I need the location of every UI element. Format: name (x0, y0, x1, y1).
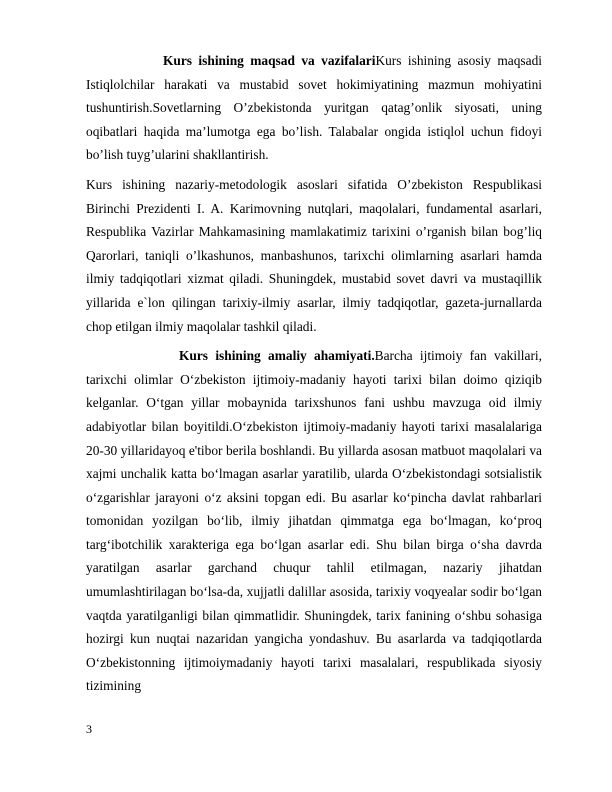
paragraph-goals (86, 49, 542, 167)
paragraph-practical-importance (86, 344, 542, 698)
document-page (86, 49, 542, 698)
page-number: 3 (86, 722, 92, 736)
paragraph-goals-text: Kurs ishining asosiy maqsadi Istiqlolchilar harakati va mustabid sovet hokimiyatining mazmun mohiyatini tushuntirish.Sovetlarning O’zbekistonda yuritgan qatag’onlik siyosati, uning oqibatlari haqida ma’lumotga ega bo’lish. Talabalar ongida istiqlol uchun fidoyi bo’lish tuyg’ularini shakllantirish. (86, 53, 542, 163)
heading-goals: Kurs ishining maqsad va vazifalari (163, 53, 376, 68)
heading-practical-importance: Kurs ishining amaliy ahamiyati. (179, 348, 375, 364)
paragraph-methodology: Kurs ishining nazariy-metodologik asoslari sifatida O’zbekiston Respublikasi Birinchi Prezidenti I. A. Karimovning nutqlari, maqolalari, fundamental asarlari, Respublika Vazirlar Mahkamasining mamlakatimiz tarixini o’rganish bilan bog’liq Qarorlari, taniqli o’lkashunos, manbashunos, tarixchi olimlarning asarlari hamda ilmiy tadqiqotlari xizmat qiladi. Shuningdek, mustabid sovet davri va mustaqillik yillarida e`lon qilingan tarixiy-ilmiy asarlar, ilmiy tadqiqotlar, gazeta-jurnallarda chop etilgan ilmiy maqolalar tashkil qiladi. (86, 176, 542, 334)
paragraph-practical-importance-text: Barcha ijtimoiy fan vakillari, tarixchi olimlar O‘zbekiston ijtimoiy-madaniy hayoti tarixi bilan doimo qiziqib kelganlar. O‘tgan yillar mobaynida tarixshunos fani ushbu mavzuga oid ilmiy adabiyotlar bilan boyitildi.O‘zbekiston ijtimoiy-madaniy hayoti tarixi masalalariga 20-30 yillaridayoq e'tibor berila boshlandi. Bu yillarda asosan matbuot maqolalari va xajmi unchalik katta bo‘lmagan asarlar yaratilib, ularda O‘zbekistondagi sotsialistik o‘zgarishlar jarayoni o‘z aksini topgan edi. Bu asarlar ko‘pincha davlat rahbarlari tomonidan yozilgan bo‘lib, ilmiy jihatdan qimmatga ega bo‘lmagan, ko‘proq targ‘ibotchilik xarakteriga ega bo‘lgan asarlar edi. Shu bilan birga o‘sha davrda yaratilgan asarlar garchand chuqur tahlil etilmagan, nazariy jihatdan umumlashtirilagan bo‘lsa-da, xujjatli dalillar asosida, tarixiy voqyealar sodir bo‘lgan vaqtda yaratilganligi bilan qimmatlidir. Shuningdek, tarix fanining o‘shbu sohasiga hozirgi kun nuqtai nazaridan yangicha yondashuv. Bu asarlarda va tadqiqotlarda O‘zbekistonning ijtimoiymadaniy hayoti tarixi masalalari, respublikada siyosiy tizimining (86, 348, 542, 694)
